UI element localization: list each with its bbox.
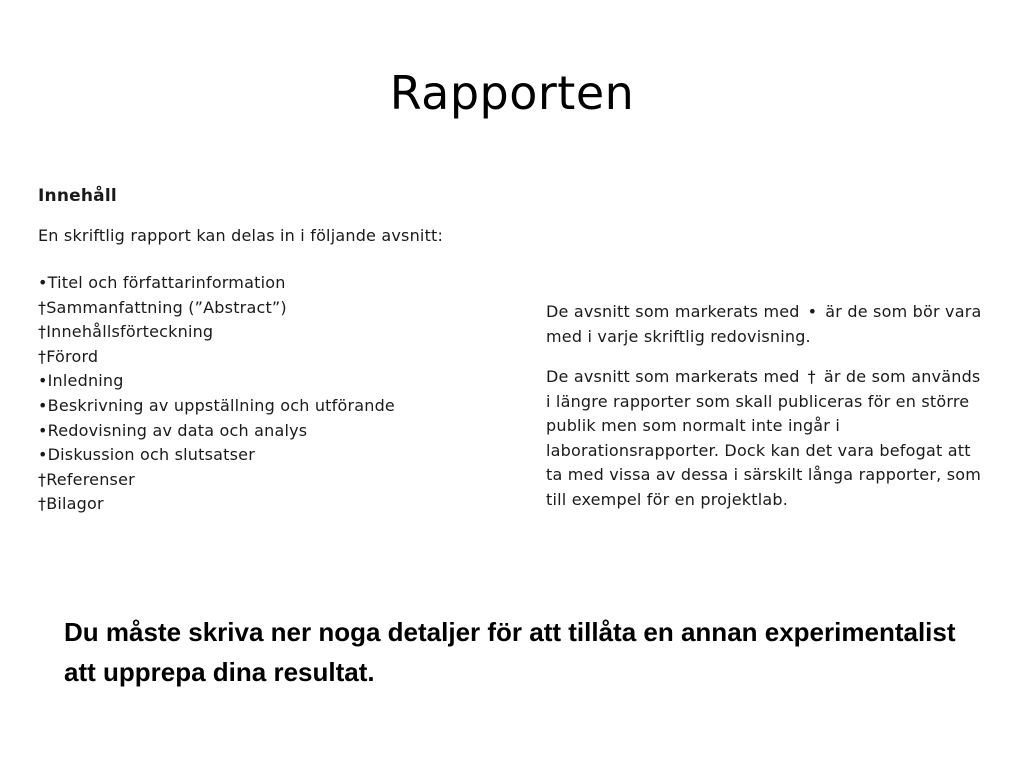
note-text: är de som används i längre rapporter som skall publiceras för en större publik men som normalt inte ingår i laborationsrapporter. Dock kan det vara befogat att ta med vissa av dessa i särskilt långa rapporter, som till exempel för en projektlab. (546, 367, 982, 509)
scanned-excerpt (36, 180, 986, 550)
dagger-symbol: † (807, 367, 816, 386)
toc-item-preface (38, 345, 516, 370)
note-text: De avsnitt som markerats med (546, 367, 800, 386)
bullet-marker: • (38, 445, 48, 465)
dagger-legend-note (546, 365, 986, 512)
conclusion-text: Du måste skriva ner noga detaljer för att tillåta en annan experimentalist att upprepa dina resultat. (64, 617, 956, 687)
dagger-marker: † (38, 346, 47, 366)
toc-heading: Innehåll (38, 186, 117, 206)
bullet-symbol: • (807, 302, 818, 321)
toc-item-label: Referenser (46, 469, 135, 489)
toc-item-label: Redovisning av data och analys (47, 420, 308, 440)
toc-item-label: Innehållsförteckning (46, 322, 214, 342)
toc-item-label: Förord (46, 346, 99, 366)
bullet-marker: • (38, 273, 48, 292)
dagger-marker: † (38, 494, 47, 514)
toc-item-title (38, 271, 516, 296)
toc-list (38, 271, 516, 517)
toc-item-label: Sammanfattning (”Abstract”) (46, 297, 287, 317)
toc-item-label: Diskussion och slutsatser (47, 445, 255, 465)
dagger-marker: † (38, 322, 47, 342)
bullet-marker: • (38, 371, 48, 391)
slide-title: Rapporten (389, 66, 635, 120)
note-text: är de som bör vara med i varje skriftlig redovisning. (546, 302, 982, 346)
toc-item-discussion (38, 443, 516, 468)
toc-item-setup (38, 394, 516, 419)
toc-item-label: Beskrivning av uppställning och utförande (47, 395, 395, 415)
bullet-legend-note (546, 300, 986, 349)
toc-intro: En skriftlig rapport kan delas in i följande avsnitt: (38, 226, 444, 245)
legend-column (546, 300, 986, 528)
toc-item-label: Bilagor (46, 494, 104, 514)
dagger-marker: † (38, 469, 47, 489)
bullet-marker: • (38, 420, 48, 440)
note-text: De avsnitt som markerats med (546, 302, 800, 321)
bullet-marker: • (38, 395, 48, 415)
dagger-marker: † (38, 297, 47, 317)
toc-item-introduction (38, 369, 516, 394)
toc-item-contents (38, 320, 516, 345)
toc-item-label: Inledning (47, 371, 124, 391)
toc-item-appendices (38, 492, 516, 517)
toc-column (36, 180, 516, 517)
toc-item-references (38, 468, 516, 493)
toc-item-data (38, 419, 516, 444)
toc-item-label: Titel och författarinformation (47, 273, 286, 292)
toc-item-abstract (38, 296, 516, 321)
